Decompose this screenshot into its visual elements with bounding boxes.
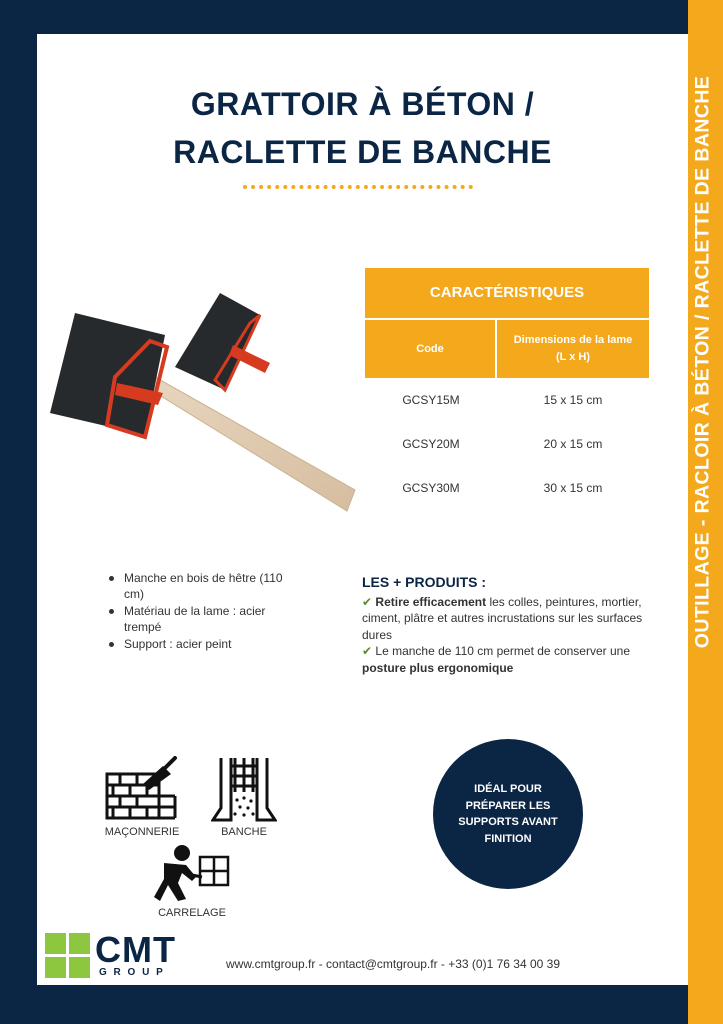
specs-table	[365, 268, 649, 510]
row-code: GCSY30M	[402, 481, 460, 495]
table-row	[365, 422, 649, 466]
check-icon: ✔	[362, 594, 373, 609]
tiler-icon	[152, 843, 232, 903]
row-dim: 20 x 15 cm	[543, 437, 603, 451]
usage-tiling	[152, 843, 232, 919]
page-title	[0, 80, 723, 176]
brick-wall-icon	[103, 756, 181, 822]
usage-formwork	[208, 756, 280, 838]
table-row	[365, 378, 649, 422]
check-icon: ✔	[362, 644, 373, 658]
usage-label: MAÇONNERIE	[104, 826, 180, 838]
row-code: GCSY20M	[402, 437, 460, 451]
title-line-1: GRATTOIR À BÉTON /	[190, 86, 535, 122]
col-dim-header: Dimensions de la lame (L x H)	[497, 320, 649, 378]
row-code: GCSY15M	[402, 393, 460, 407]
features-list	[108, 570, 298, 653]
specs-header-row	[365, 318, 649, 378]
usage-label: CARRELAGE	[158, 907, 226, 919]
advantages-title: LES + PRODUITS :	[362, 574, 487, 590]
advantage-1: ✔ Retire efficacement les colles, peintures, mortier, ciment, plâtre et autres incrustations sur les surfaces dures	[362, 594, 643, 642]
usage-label: BANCHE	[221, 826, 267, 838]
list-item: Matériau de la lame : acier trempé	[108, 603, 298, 635]
row-dim: 30 x 15 cm	[543, 481, 603, 495]
title-divider	[243, 185, 473, 189]
row-dim: 15 x 15 cm	[543, 393, 603, 407]
logo-brand: CMT	[95, 929, 176, 970]
formwork-icon	[211, 756, 277, 822]
table-row	[365, 466, 649, 510]
cmt-logo	[45, 929, 190, 984]
specs-heading: CARACTÉRISTIQUES	[365, 268, 649, 318]
title-line-2: RACLETTE DE BANCHE	[173, 134, 552, 170]
list-item: Manche en bois de hêtre (110 cm)	[108, 570, 298, 602]
logo-sub: G R O U P	[99, 967, 165, 978]
col-code-header: Code	[365, 320, 497, 378]
usage-badge: IDÉAL POUR PRÉPARER LES SUPPORTS AVANT FINITION	[433, 739, 583, 889]
wooden-handle	[143, 377, 355, 511]
side-banner-text: OUTILLAGE - RACLOIR À BÉTON / RACLETTE DE BANCHE	[691, 75, 714, 649]
product-advantages	[362, 574, 662, 676]
list-item: Support : acier peint	[108, 636, 298, 652]
usage-masonry	[102, 756, 182, 838]
scraper-illustration	[45, 285, 360, 520]
footer-contact: www.cmtgroup.fr - contact@cmtgroup.fr - +33 (0)1 76 34 00 39	[226, 957, 560, 971]
advantage-2: ✔ Le manche de 110 cm permet de conserver une posture plus ergonomique	[362, 644, 630, 675]
